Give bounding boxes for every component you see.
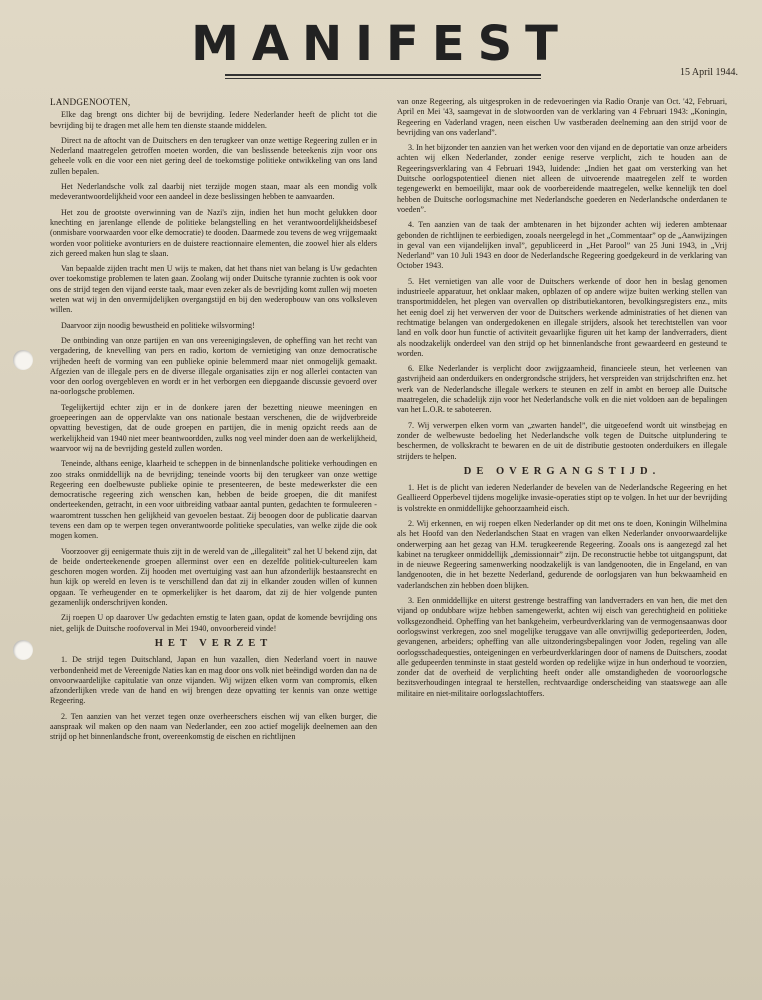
paragraph: 2. Ten aanzien van het verzet tegen onze overheerschers eischen wij van elken burger, die aanspraak wil maken op den naam van Nederlander, een zoo actief mogelijk deelnemen aan den strijd op het binnenlandsche front, overeenkomstig de eischen en richtlijnen (50, 711, 377, 742)
right-column (397, 97, 727, 994)
paragraph: 1. De strijd tegen Duitschland, Japan en hun vazallen, dien Nederland voert in nauwe verbondenheid met de Vereenigde Naties kan en mag door ons volk niet beëindigd worden dan na de onvoorwaardelijke capitulatie van onze vijanden. Wij wijzen elken vorm van compromis, elken afzonderlijken vrede van de hand en wij brengen deze opvatting ter kennis van onze wettige Regeering. (50, 655, 377, 706)
paragraph: Van bepaalde zijden tracht men U wijs te maken, dat het thans niet van belang is Uw gedachten over toekomstige problemen te laten gaan. Zoolang wij onder Duitsche tyrannie zuchten is ook voor ons de strijd tegen den vijand eerste taak, maar even zeker als de bevrijding komt zullen wij moeten weten wat wij in den onvermijdelijken overgangstijd en bij den wederopbouw van ons volksleven willen. (50, 264, 377, 315)
paragraph: 6. Elke Nederlander is verplicht door zwijgzaamheid, financieele steun, het verleenen van gastvrijheid aan onderduikers en ondergrondsche strijders, het verspreiden van strijdschriften enz. het werk van de Nederlandsche illegale werkers te steunen en zelf in ambt en beroep alle Duitsche maatregelen, die schadelijk zijn voor het Nederlandsche volk en die niet voldoen aan de bepalingen van het L.O.R. te saboteeren. (397, 364, 727, 415)
salutation: LANDGENOOTEN, (50, 97, 131, 107)
paragraph: 5. Het vernietigen van alle voor de Duitschers werkende of door hen in beslag genomen industrieele apparatuur, het onklaar maken, opblazen of op andere wijze buiten werking stellen van transportmiddelen, het plegen van overvallen op distributiekantoren, bevolkingsregisters enz., mits het eenig doel zij het verwerven der voor de Duitschers werkende administraties of het dienen van rechtmatige belangen van ondergedokenen en illegale strijders, alsook het terechtstellen van voor land en volk door hun functie of activiteit gevaarlijke figuren uit het kamp der landverraders, dient als noodzakelijk onderdeel van den strijd op het binnenlandsche front gewaardeerd en gesteund te worden. (397, 276, 727, 358)
paragraph: Daarvoor zijn noodig bewustheid en politieke wilsvorming! (61, 320, 255, 330)
paragraph: Teneinde, althans eenige, klaarheid te scheppen in de binnenlandsche politieke verhoudingen en zoo straks onmiddellijk na de bevrijding; teneinde voorts bij den terugkeer van onze wettige Regeering een doelbewuste publieke opinie te presenteeren, de beste medewerkster die een democratische regeering zich wenschen kan, hebben de beide groepen, die dit manifest onderteekenden, getracht, in een voor uitbreiding vatbaar aantal punten, gedachten te formuleeren - waaromtrent tusschen hen gelijkheid van gevoelen bestaat. Zij beoogen door de publicatie daarvan tevens een dam op te werpen tegen onverantwoorde politieke speculaties, van welke zijde die ook mogen komen. (50, 459, 377, 541)
paragraph: 3. Een onmiddellijke en uiterst gestrenge bestraffing van landverraders en van hen, die met den vijand op ondubbare wijze hebben samengewerkt, achten wij eisch van gerechtigheid en politieke volksgezondheid. Opheffing van het bankgeheim, verbeurdverklaring van de vermogensaanwas door oorlogswinst verkregen, zoo snel mogelijke teruggave van alle onvrijwillig gedeporteerden, Joden, gevangenen, arbeiders; opheffing van alle uitzonderingsbepalingen voor Joden, regeling van alle oorlogsschadequesties, onteigeningen en verbeurdverklaringen door of namens de Duitschers, zoodat alle gedupeerden tenminste in staat gesteld worden op redelijke wijze in hun onderhoud te voorzien, zonder dat de overheid de verplichting heeft onder alle omstandigheden de vooroorlogsche bezitsverhoudingen integraal te herstellen, rechtvaardige onderscheiding van staatswege aan alle militaire en niet-militaire oorlogsslachtoffers. (397, 596, 727, 698)
paragraph: Het Nederlandsche volk zal daarbij niet terzijde mogen staan, maar als een mondig volk medeverantwoordelijkheid voor een aandeel in deze beslissingen hebben te aanvaarden. (50, 182, 377, 202)
section-heading-verzet: HET VERZET (154, 637, 273, 649)
paragraph: Voorzoover gij eenigermate thuis zijt in de wereld van de „illegaliteit” zal het U bekend zijn, dat de beide onderteekenende groepen allerminst over een en dezelfde politiek-cultureelen kam geschoren mogen worden. Zij hooden met overtuiging vast aan hun afzonderlijk bestaansrecht en hun kijk op wereld en leven is te verschillend dan dat zij in elkander zouden willen of kunnen opgaan. Te verheugender en te opmerkelijker is het daarom, dat zij de hier volgende punten gezamenlijk onderschrijven konden. (50, 546, 377, 608)
punch-hole (13, 350, 33, 370)
paragraph: De ontbinding van onze partijen en van ons vereenigingsleven, de opheffing van het recht van vergadering, de knevelling van pers en radio, kortom de vernietiging van onze democratische vrijheden heeft de vorming van een publieke opinie belemmerd maar niet onmogelijk gemaakt. Afgezien van de illegale pers en de diverse illegale organisaties zijn er nog allerlei contacten van voor den oorlog overgebleven en wordt er in het verborgen een diepgaande discussie gevoerd over na-oorlogsche problemen. (50, 335, 377, 397)
paragraph: Direct na de aftocht van de Duitschers en den terugkeer van onze wettige Regeering zullen er in Nederland maatregelen getroffen moeten worden, die van beslissende beteekenis zijn voor ons geheele volk en die voor een niet gering deel de toekomstige politieke ontwikkeling van ons land zullen bepalen. (50, 135, 377, 176)
punch-hole (13, 640, 33, 660)
paragraph: 1. Het is de plicht van iederen Nederlander de bevelen van de Nederlandsche Regeering en het Geallieerd Opperbevel tijdens mogelijke invasie-operaties stipt op te volgen. In het uur der bevrijding is volstrekte en onmiddellijke gehoorzaamheid eisch. (397, 483, 727, 513)
paragraph: 7. Wij verwerpen elken vorm van „zwarten handel”, die uitgeoefend wordt uit winstbejag en zonder de welbewuste bedoeling het Nederlandsche volk tegen de Duitsche uitplundering te beschermen, de volkskracht te bewaren en de uit de distributie gestooten onderduikers en illegale strijders te helpen. (397, 420, 727, 461)
paragraph: Het zou de grootste overwinning van de Nazi's zijn, indien het hun mocht gelukken door knechting en jarenlange ellende de politieke belangstelling en het verantwoordelijkheidsbesef (onmisbare voorwaarden voor elke democratie) te dooden. Daarmede zou tevens de weg vrijgemaakt worden voor politieke avonturiers en de duistere reactionnaire elementen, die zoowel hier als elders zich gereed maken hun slag te slaan. (50, 207, 377, 258)
paragraph: Elke dag brengt ons dichter bij de bevrijding. Iedere Nederlander heeft de plicht tot die bevrijding bij te dragen met alle hem ten dienste staande middelen. (50, 110, 377, 130)
paragraph: 3. In het bijzonder ten aanzien van het werken voor den vijand en de deportatie van onze arbeiders achten wij elken Nederlander, zonder eenige reserve verplicht, zich te houden aan de Regeeringsverklaring van 4 Februari 1943, luidende: „Indien het gaat om versterking van het Duitsche oorlogspotentieel dienen niet alleen de uitvoerende maatregelen zelf te worden tegengewerkt en bemoeilijkt, maar ook de voorbereidende maatregelen, welke kennelijk ten doel hebben de Duitsche oorlogsmachine met Nederlandsche goederen en Nederlandsche onderdanen te voeden”. (397, 143, 727, 214)
masthead-title: MANIFEST (191, 16, 571, 72)
section-heading-overgangstijd: DE OVERGANGSTIJD. (463, 465, 661, 477)
masthead-rule (225, 74, 541, 76)
paragraph: Tegelijkertijd echter zijn er in de donkere jaren der bezetting nieuwe meeningen en groepeeringen aan de oppervlakte van ons nationale bestaan verschenen, die de wijdverbreide opvatting bevestigen, dat de oude groepen en partijen, die in menig opzicht reeds aan de werkelijkheid van 1940 niet meer beantwoordden, zulks nog veel minder doen aan de werkelijkheid, waarvoor wij na de bevrijding gesteld zullen worden. (50, 402, 377, 453)
masthead-rule (225, 78, 541, 79)
paragraph: van onze Regeering, als uitgesproken in de redevoeringen via Radio Oranje van Oct. '42, Februari, April en Mei '43, saamgevat in de slotwoorden van de verklaring van 4 Februari 1943: „Koningin, Regeering en Vaderland vragen, neen eischen Uw vastberaden deelneming aan den strijd voor de bevrijding van ons vaderland”. (397, 97, 727, 137)
paragraph: 4. Ten aanzien van de taak der ambtenaren in het bijzonder achten wij iederen ambtenaar gebonden de richtlijnen te eerbiedigen, zooals neergelegd in het „Commentaar” op de „Aanwijzingen in geval van een vijandelijken inval”, gepubliceerd in „Het Parool” van 25 Juni 1943, in „Vrij Nederland” van 10 Juli 1943 en door de Nederlandsche Regeering goedgekeurd in de verklaring van October 1943. (397, 220, 727, 271)
left-column (50, 97, 377, 994)
paragraph: Zij roepen U op daarover Uw gedachten ernstig te laten gaan, opdat de komende bevrijding ons niet, gelijk de Duitsche roofoverval in Mei 1940, onvoorbereid vinde! (50, 613, 377, 633)
paragraph: 2. Wij erkennen, en wij roepen elken Nederlander op dit met ons te doen, Koningin Wilhelmina als het Hoofd van den Nederlandschen Staat en vragen van elken Nederlander onvoorwaardelijke onderwerping aan het gezag van H.M. terugkeerende Regeering. Zooals ons is aangezegd zal het kabinet na terugkeer onmiddellijk „demissionnair” zijn. De reconstructie hebbe tot uitgangspunt, dat in de nieuwe Regeering samenwerking noodzakelijk is van landgenooten, die in Engeland, en van landgenooten, die in het bezette Nederland, gedurende de oorlogsjaren van hun bekwaamheid en vaderlandschen zin hebben doen blijken. (397, 518, 727, 590)
issue-date: 15 April 1944. (679, 67, 738, 78)
